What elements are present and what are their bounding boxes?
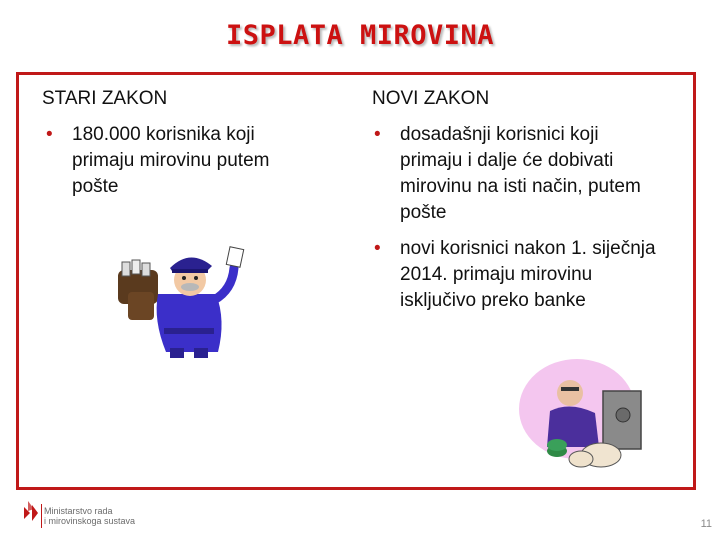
bullet-icon: • (374, 238, 381, 259)
right-bullet-list (372, 122, 662, 324)
logo-line-2: i mirovinskoga sustava (44, 516, 136, 526)
postman-icon (108, 240, 268, 360)
ministry-logo-text (44, 506, 164, 526)
right-column-heading: NOVI ZAKON (372, 88, 490, 109)
list-item (44, 122, 314, 200)
bullet-text: novi korisnici nakon 1. siječnja 2014. primaju mirovinu isključivo preko banke (400, 238, 656, 311)
slide-title: ISPLATA MIROVINA (225, 20, 495, 51)
bullet-icon: • (374, 124, 381, 145)
left-column-heading: STARI ZAKON (42, 88, 168, 109)
logo-line-1: Ministarstvo rada (44, 506, 113, 516)
page-number: 11 (700, 518, 712, 530)
list-item (372, 236, 662, 314)
bullet-text: dosadašnji korisnici koji primaju i dalje će dobivati mirovinu na isti način, putem pošte (400, 124, 641, 223)
bullet-text: 180.000 korisnika koji primaju mirovinu putem pošte (72, 124, 270, 197)
bullet-icon: • (46, 124, 53, 145)
logo-separator (41, 504, 42, 528)
left-bullet-list (44, 122, 314, 210)
list-item (372, 122, 662, 226)
banker-icon (515, 355, 650, 475)
